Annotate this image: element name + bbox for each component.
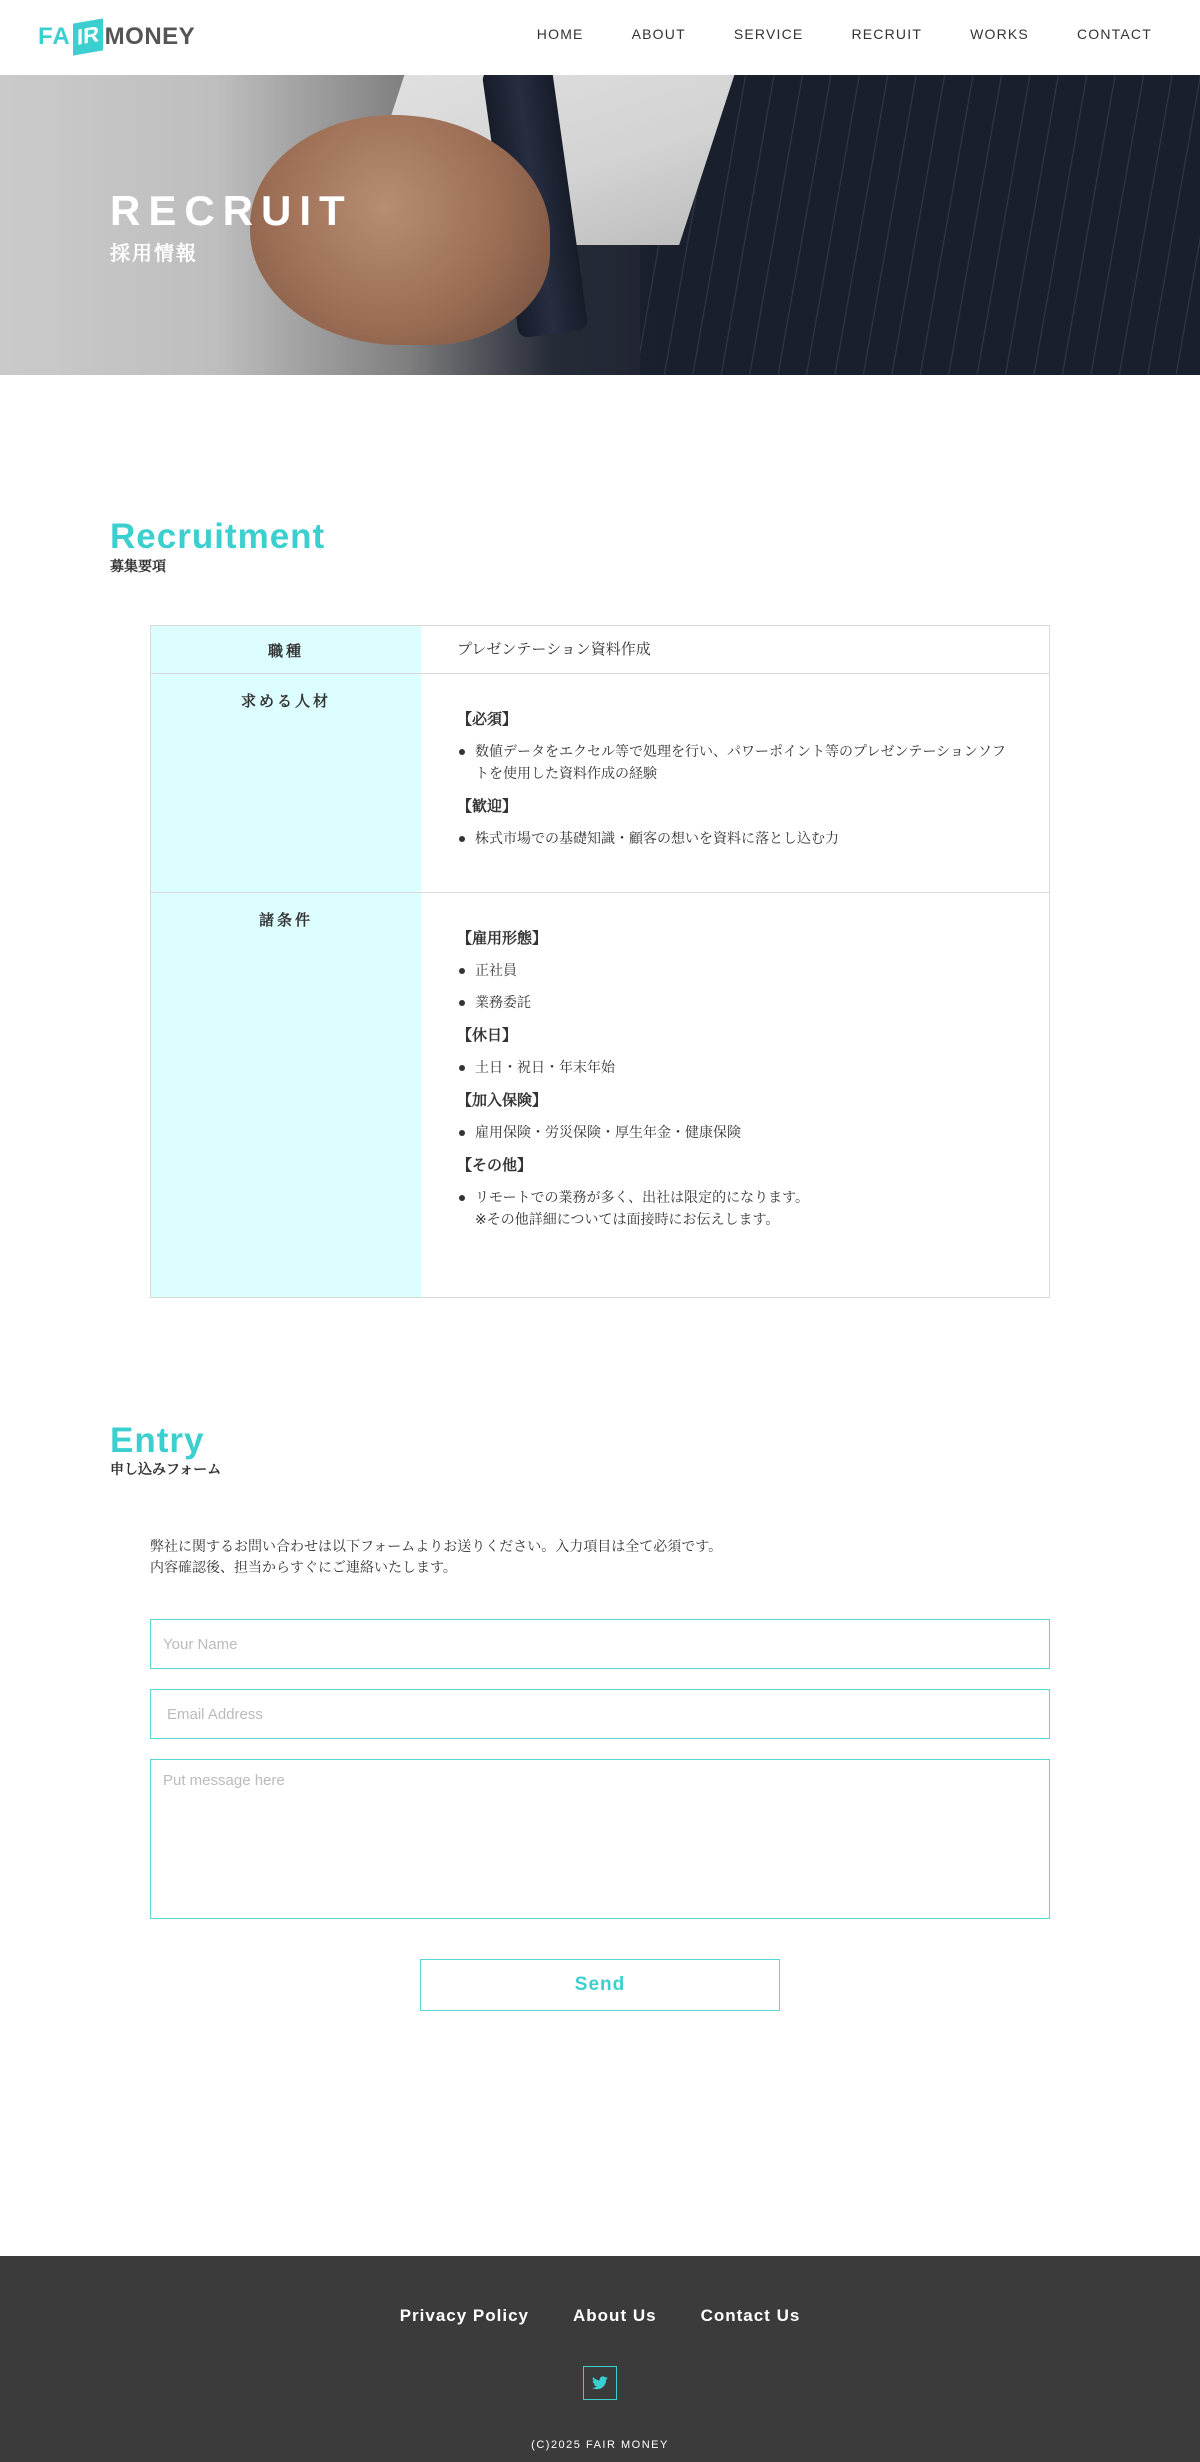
hero-subtitle: 採用情報: [110, 241, 198, 265]
nav-contact[interactable]: CONTACT: [1076, 26, 1152, 42]
row-value-job: [421, 626, 1049, 673]
twitter-bird-icon: [592, 2376, 608, 2390]
send-button[interactable]: Send: [420, 1959, 780, 2011]
nav-works[interactable]: WORKS: [970, 26, 1029, 42]
welcome-item: 株式市場での基礎知識・顧客の想いを資料に落とし込む力: [457, 828, 1013, 850]
row-label-talent: 求める人材: [151, 674, 421, 892]
logo[interactable]: [38, 17, 195, 57]
table-row-talent: [151, 674, 1049, 893]
insurance-group: [457, 1089, 1013, 1144]
entry-intro: [150, 1537, 722, 1579]
other-group: [457, 1154, 1013, 1231]
logo-money-text: MONEY: [104, 23, 196, 50]
logo-ir-mark: IR: [73, 18, 103, 55]
site-header: [0, 0, 1200, 75]
employment-item: 正社員: [457, 960, 1013, 982]
welcome-heading: 【歓迎】: [457, 797, 518, 815]
main-nav: [489, 26, 1152, 42]
copyright: (C)2025 FAIR MONEY: [531, 2439, 669, 2451]
employment-heading: 【雇用形態】: [457, 929, 548, 947]
table-row-conditions: [151, 893, 1049, 1297]
nav-home[interactable]: HOME: [536, 26, 584, 42]
row-value-talent: [421, 674, 1049, 892]
welcome-group: [457, 795, 1013, 850]
employment-group: [457, 927, 1013, 1014]
job-title-text: プレゼンテーション資料作成: [457, 640, 651, 658]
holiday-heading: 【休日】: [457, 1026, 518, 1044]
insurance-item: 雇用保険・労災保険・厚生年金・健康保険: [457, 1122, 1013, 1144]
twitter-icon[interactable]: [583, 2366, 617, 2400]
row-label-conditions: 諸条件: [151, 893, 421, 1297]
holiday-group: [457, 1024, 1013, 1079]
required-group: [457, 708, 1013, 785]
footer-link-privacy[interactable]: Privacy Policy: [399, 2306, 530, 2325]
hero-banner: [0, 75, 1200, 375]
table-row-job: [151, 626, 1049, 674]
recruitment-subtitle: 募集要項: [110, 559, 166, 575]
logo-fair-text: FA: [38, 23, 71, 50]
footer-link-about[interactable]: About Us: [573, 2306, 657, 2325]
site-footer: [0, 2256, 1200, 2462]
other-line-1: リモートでの業務が多く、出社は限定的になります。: [475, 1190, 810, 1206]
email-input[interactable]: [150, 1689, 1050, 1739]
message-textarea[interactable]: [150, 1759, 1050, 1919]
nav-service[interactable]: SERVICE: [733, 26, 804, 42]
entry-intro-line-1: 弊社に関するお問い合わせは以下フォームよりお送りください。入力項目は全て必須です。: [150, 1539, 723, 1555]
other-heading: 【その他】: [457, 1156, 533, 1174]
employment-item: 業務委託: [457, 992, 1013, 1014]
holiday-item: 土日・祝日・年末年始: [457, 1057, 1013, 1079]
nav-recruit[interactable]: RECRUIT: [851, 26, 923, 42]
recruitment-title: Recruitment: [110, 517, 326, 556]
recruitment-table: [150, 625, 1050, 1298]
entry-subtitle: 申し込みフォーム: [110, 1462, 222, 1478]
insurance-heading: 【加入保険】: [457, 1091, 548, 1109]
hero-title: RECRUIT: [110, 187, 353, 234]
footer-links: [0, 2306, 1200, 2326]
other-line-2: ※その他詳細については面接時にお伝えします。: [475, 1212, 780, 1228]
other-item: [457, 1187, 1013, 1231]
nav-about[interactable]: ABOUT: [631, 26, 686, 42]
required-heading: 【必須】: [457, 710, 518, 728]
row-value-conditions: [421, 893, 1049, 1297]
required-item: 数値データをエクセル等で処理を行い、パワーポイント等のプレゼンテーションソフトを使用した資料作成の経験: [457, 741, 1013, 785]
name-input[interactable]: [150, 1619, 1050, 1669]
entry-intro-line-2: 内容確認後、担当からすぐにご連絡いたします。: [150, 1560, 457, 1576]
footer-link-contact[interactable]: Contact Us: [700, 2306, 801, 2325]
entry-title: Entry: [110, 1421, 205, 1460]
row-label-job: 職種: [151, 626, 421, 673]
